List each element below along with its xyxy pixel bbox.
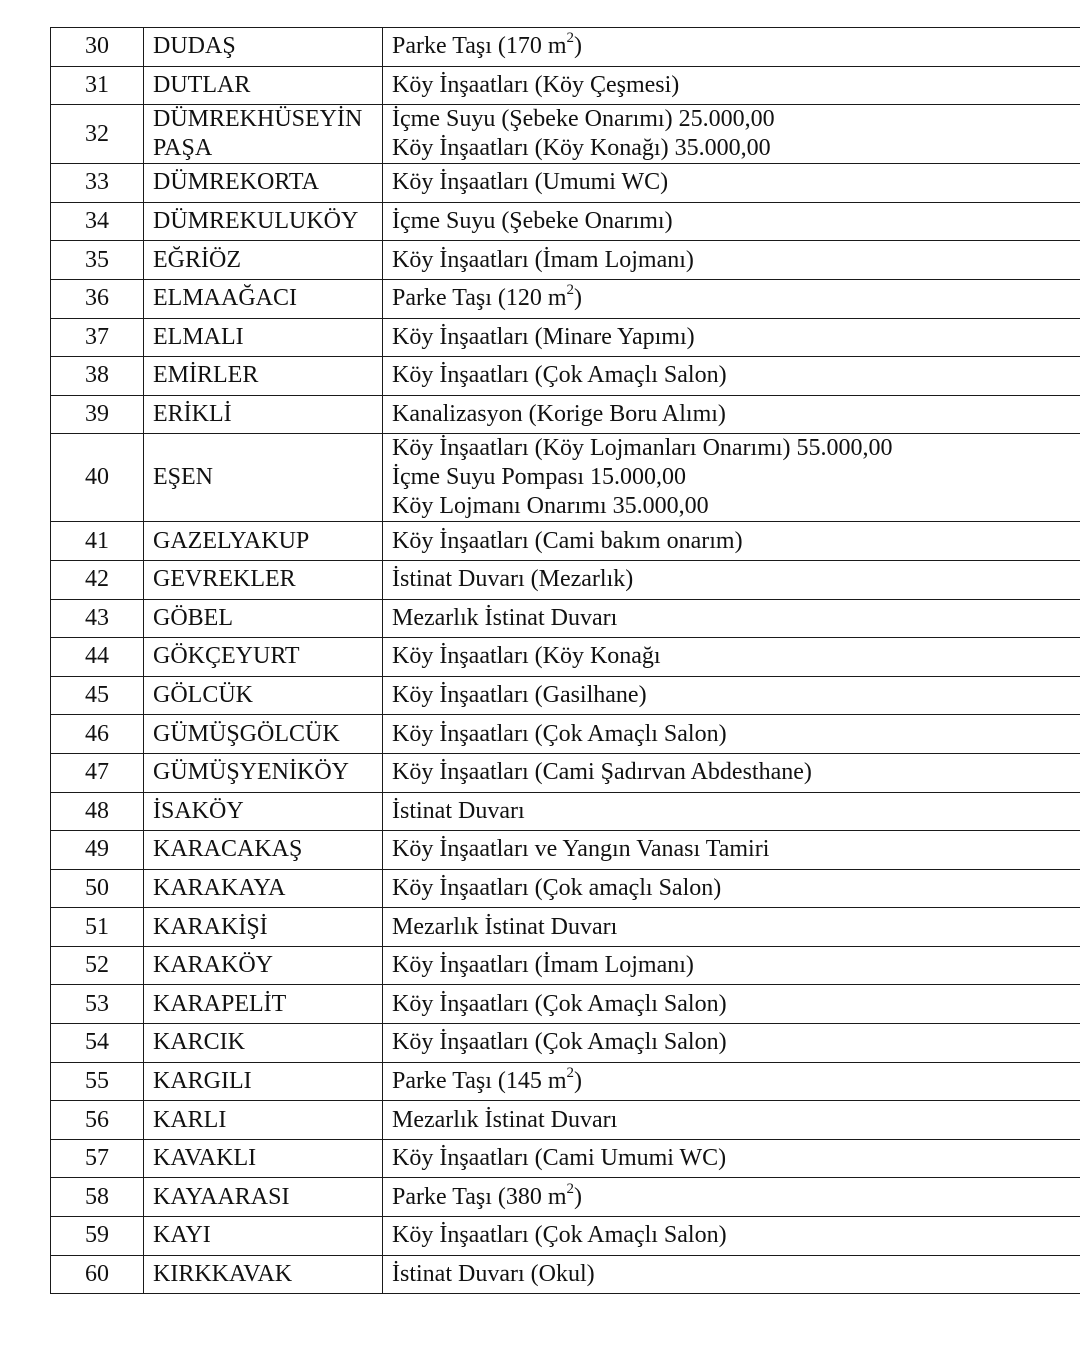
village-name-line: KAYI: [153, 1222, 211, 1249]
work-description: [383, 946, 1080, 985]
row-number: 38: [51, 357, 144, 396]
village-name: [144, 318, 383, 357]
work-line: [392, 604, 1080, 633]
table-row: [51, 357, 1080, 396]
village-name: [144, 638, 383, 677]
work-line: [392, 720, 1080, 749]
work-text: Köy İnşaatları (Umumi WC): [392, 169, 669, 196]
area-unit-exponent: 2: [566, 1180, 575, 1197]
table-row: [51, 946, 1080, 985]
row-number: 44: [51, 638, 144, 677]
work-text: Köy İnşaatları (Çok Amaçlı Salon): [392, 1029, 727, 1056]
work-text: Köy İnşaatları (Minare Yapımı): [392, 323, 695, 350]
village-name: [144, 522, 383, 561]
work-description: [383, 638, 1080, 677]
work-line: [392, 642, 1080, 671]
village-name-line: KARGILI: [153, 1067, 252, 1094]
work-description: [383, 357, 1080, 396]
village-name-line: DÜMREKORTA: [153, 169, 319, 196]
village-name: [144, 985, 383, 1024]
village-name-line: EĞRİÖZ: [153, 246, 241, 273]
work-text: Köy İnşaatları (İmam Lojmanı): [392, 952, 694, 979]
row-number: 30: [51, 28, 144, 67]
work-line: [392, 1064, 1080, 1096]
work-description: [383, 715, 1080, 754]
row-number: 39: [51, 395, 144, 434]
work-line: [392, 797, 1080, 826]
work-text: Köy İnşaatları (Gasilhane): [392, 682, 647, 709]
work-description: [383, 869, 1080, 908]
work-line: [392, 361, 1080, 390]
village-name: [144, 105, 383, 164]
work-description: [383, 395, 1080, 434]
table-row: [51, 164, 1080, 203]
village-name-line: KARCIK: [153, 1029, 246, 1056]
work-description: [383, 28, 1080, 67]
row-number: 31: [51, 66, 144, 105]
work-description: [383, 792, 1080, 831]
table-row: [51, 560, 1080, 599]
work-text: Parke Taşı (120 m: [392, 285, 567, 312]
work-description: [383, 1217, 1080, 1256]
row-number: 52: [51, 946, 144, 985]
table-row: [51, 869, 1080, 908]
work-description: [383, 1178, 1080, 1217]
village-name-line: DÜMREKHÜSEYİN: [153, 106, 363, 133]
work-text: Parke Taşı (380 m: [392, 1183, 567, 1210]
row-number: 33: [51, 164, 144, 203]
row-number: 47: [51, 753, 144, 792]
work-description: [383, 164, 1080, 203]
table-row: [51, 1062, 1080, 1101]
work-text: Köy İnşaatları (Köy Konağı) 35.000,00: [392, 135, 771, 162]
work-text: İstinat Duvarı (Okul): [392, 1260, 595, 1287]
village-name: [144, 1255, 383, 1294]
village-name: [144, 676, 383, 715]
table-row: [51, 105, 1080, 164]
row-number: 49: [51, 831, 144, 870]
work-text: İstinat Duvarı: [392, 797, 525, 824]
work-line: [392, 1028, 1080, 1057]
village-name-line: EŞEN: [153, 464, 213, 491]
village-name: [144, 66, 383, 105]
table-row: [51, 1255, 1080, 1294]
village-name: [144, 1101, 383, 1140]
work-line: [392, 434, 1080, 463]
work-text: Köy İnşaatları (Çok Amaçlı Salon): [392, 362, 727, 389]
village-name-line: GÖBEL: [153, 604, 233, 631]
village-name-line: GEVREKLER: [153, 566, 296, 593]
row-number: 48: [51, 792, 144, 831]
village-name-line: GÖLCÜK: [153, 682, 253, 709]
work-description: [383, 522, 1080, 561]
row-number: 60: [51, 1255, 144, 1294]
work-line: [392, 758, 1080, 787]
work-text: Parke Taşı (170 m: [392, 33, 567, 60]
work-line: [392, 913, 1080, 942]
village-name-line: PAŞA: [153, 135, 213, 162]
work-line: [392, 400, 1080, 429]
table-row: [51, 753, 1080, 792]
work-text: Köy İnşaatları (Çok amaçlı Salon): [392, 874, 722, 901]
work-line: [392, 246, 1080, 275]
village-name: [144, 1139, 383, 1178]
village-name: [144, 792, 383, 831]
work-text: Köy İnşaatları (Cami Şadırvan Abdesthane): [392, 759, 812, 786]
table-row: [51, 241, 1080, 280]
village-works-table: [50, 27, 1080, 1294]
work-text: Kanalizasyon (Korige Boru Alımı): [392, 401, 726, 428]
table-row: [51, 395, 1080, 434]
work-text: Köy İnşaatları (İmam Lojmanı): [392, 246, 694, 273]
village-name-line: GÜMÜŞGÖLCÜK: [153, 720, 340, 747]
row-number: 58: [51, 1178, 144, 1217]
work-text: Köy İnşaatları (Köy Konağı: [392, 643, 661, 670]
row-number: 45: [51, 676, 144, 715]
work-description: [383, 1255, 1080, 1294]
row-number: 37: [51, 318, 144, 357]
work-text: Köy Lojmanı Onarımı 35.000,00: [392, 493, 709, 520]
work-line: [392, 565, 1080, 594]
work-text: Parke Taşı (145 m: [392, 1067, 567, 1094]
work-text: İçme Suyu (Şebeke Onarımı): [392, 208, 673, 235]
work-description: [383, 676, 1080, 715]
work-line: [392, 1260, 1080, 1289]
village-name: [144, 1062, 383, 1101]
village-name-line: DUDAŞ: [153, 33, 236, 60]
row-number: 54: [51, 1024, 144, 1063]
table-row: [51, 1024, 1080, 1063]
work-line: [392, 207, 1080, 236]
village-name-line: KARAKÖY: [153, 952, 273, 979]
row-number: 41: [51, 522, 144, 561]
work-line: [392, 1180, 1080, 1212]
table-row: [51, 28, 1080, 67]
village-name: [144, 1178, 383, 1217]
village-name-line: ELMALI: [153, 323, 244, 350]
village-name: [144, 831, 383, 870]
village-name: [144, 395, 383, 434]
work-text: İstinat Duvarı (Mezarlık): [392, 566, 634, 593]
work-text: İçme Suyu Pompası 15.000,00: [392, 464, 686, 491]
table-row: [51, 522, 1080, 561]
village-name: [144, 1217, 383, 1256]
work-text-suffix: ): [574, 33, 583, 60]
work-description: [383, 599, 1080, 638]
table-row: [51, 279, 1080, 318]
work-line: [392, 71, 1080, 100]
work-text: Mezarlık İstinat Duvarı: [392, 1106, 618, 1133]
work-description: [383, 434, 1080, 522]
table-row: [51, 715, 1080, 754]
work-line: [392, 527, 1080, 556]
work-line: [392, 105, 1080, 134]
table-row: [51, 676, 1080, 715]
work-description: [383, 831, 1080, 870]
table-row: [51, 318, 1080, 357]
work-description: [383, 1062, 1080, 1101]
village-name-line: ELMAAĞACI: [153, 285, 297, 312]
village-name-line: GAZELYAKUP: [153, 527, 310, 554]
village-name: [144, 202, 383, 241]
work-line: [392, 1106, 1080, 1135]
work-line: [392, 1144, 1080, 1173]
work-description: [383, 202, 1080, 241]
row-number: 53: [51, 985, 144, 1024]
area-unit-exponent: 2: [566, 1064, 575, 1081]
row-number: 32: [51, 105, 144, 164]
row-number: 35: [51, 241, 144, 280]
row-number: 55: [51, 1062, 144, 1101]
village-name: [144, 753, 383, 792]
work-description: [383, 753, 1080, 792]
work-line: [392, 951, 1080, 980]
table-row: [51, 1139, 1080, 1178]
table-row: [51, 66, 1080, 105]
work-text-suffix: ): [574, 1067, 583, 1094]
work-text: Mezarlık İstinat Duvarı: [392, 913, 618, 940]
table-row: [51, 434, 1080, 522]
work-description: [383, 560, 1080, 599]
work-text: Köy İnşaatları (Cami Umumi WC): [392, 1145, 727, 1172]
work-line: [392, 168, 1080, 197]
village-name-line: EMİRLER: [153, 362, 259, 389]
row-number: 34: [51, 202, 144, 241]
work-line: [392, 32, 1080, 61]
row-number: 40: [51, 434, 144, 522]
village-name-line: İSAKÖY: [153, 797, 244, 824]
work-line: [392, 323, 1080, 352]
work-description: [383, 908, 1080, 947]
work-text: Köy İnşaatları (Köy Çeşmesi): [392, 71, 680, 98]
work-text: İçme Suyu (Şebeke Onarımı) 25.000,00: [392, 106, 775, 133]
work-line: [392, 134, 1080, 163]
village-name-line: GÖKÇEYURT: [153, 643, 300, 670]
village-name-line: KAVAKLI: [153, 1145, 257, 1172]
table-row: [51, 202, 1080, 241]
work-line: [392, 284, 1080, 313]
table-row: [51, 599, 1080, 638]
work-text: Köy İnşaatları (Çok Amaçlı Salon): [392, 1222, 727, 1249]
work-text: Köy İnşaatları (Çok Amaçlı Salon): [392, 720, 727, 747]
village-name-line: KARLI: [153, 1106, 227, 1133]
work-description: [383, 1139, 1080, 1178]
row-number: 43: [51, 599, 144, 638]
area-unit-exponent: 2: [566, 30, 575, 47]
village-name: [144, 908, 383, 947]
village-name: [144, 357, 383, 396]
work-description: [383, 985, 1080, 1024]
row-number: 56: [51, 1101, 144, 1140]
table-row: [51, 1217, 1080, 1256]
work-text-suffix: ): [574, 1183, 583, 1210]
work-description: [383, 105, 1080, 164]
table-row: [51, 908, 1080, 947]
village-name: [144, 164, 383, 203]
village-name-line: DÜMREKULUKÖY: [153, 208, 359, 235]
table-row: [51, 792, 1080, 831]
table-body: [51, 28, 1080, 1294]
village-name: [144, 28, 383, 67]
work-text: Köy İnşaatları (Çok Amaçlı Salon): [392, 990, 727, 1017]
work-line: [392, 874, 1080, 903]
village-name: [144, 560, 383, 599]
work-description: [383, 318, 1080, 357]
village-name: [144, 869, 383, 908]
table-row: [51, 1178, 1080, 1217]
work-line: [392, 492, 1080, 521]
village-name-line: KARAKAYA: [153, 874, 286, 901]
work-line: [392, 990, 1080, 1019]
village-name-line: GÜMÜŞYENİKÖY: [153, 759, 349, 786]
work-description: [383, 1024, 1080, 1063]
work-line: [392, 835, 1080, 864]
work-line: [392, 463, 1080, 492]
work-text: Mezarlık İstinat Duvarı: [392, 604, 618, 631]
work-description: [383, 279, 1080, 318]
area-unit-exponent: 2: [566, 282, 575, 299]
village-name-line: DUTLAR: [153, 71, 251, 98]
work-description: [383, 66, 1080, 105]
row-number: 57: [51, 1139, 144, 1178]
village-name: [144, 599, 383, 638]
table-row: [51, 831, 1080, 870]
row-number: 36: [51, 279, 144, 318]
work-text: Köy İnşaatları ve Yangın Vanası Tamiri: [392, 836, 770, 863]
work-text: Köy İnşaatları (Cami bakım onarım): [392, 527, 743, 554]
row-number: 51: [51, 908, 144, 947]
work-line: [392, 1221, 1080, 1250]
row-number: 59: [51, 1217, 144, 1256]
work-description: [383, 1101, 1080, 1140]
village-name: [144, 241, 383, 280]
work-description: [383, 241, 1080, 280]
table-row: [51, 638, 1080, 677]
village-name-line: ERİKLİ: [153, 401, 232, 428]
village-name-line: KIRKKAVAK: [153, 1260, 293, 1287]
table-row: [51, 985, 1080, 1024]
work-text: Köy İnşaatları (Köy Lojmanları Onarımı) 55.000,00: [392, 435, 893, 462]
table-row: [51, 1101, 1080, 1140]
work-text-suffix: ): [574, 285, 583, 312]
village-name: [144, 279, 383, 318]
row-number: 42: [51, 560, 144, 599]
village-name-line: KAYAARASI: [153, 1183, 290, 1210]
row-number: 50: [51, 869, 144, 908]
village-name-line: KARACAKAŞ: [153, 836, 303, 863]
village-name: [144, 434, 383, 522]
village-name: [144, 946, 383, 985]
work-line: [392, 681, 1080, 710]
village-name: [144, 1024, 383, 1063]
village-name: [144, 715, 383, 754]
village-name-line: KARAKİŞİ: [153, 913, 268, 940]
row-number: 46: [51, 715, 144, 754]
village-name-line: KARAPELİT: [153, 990, 287, 1017]
